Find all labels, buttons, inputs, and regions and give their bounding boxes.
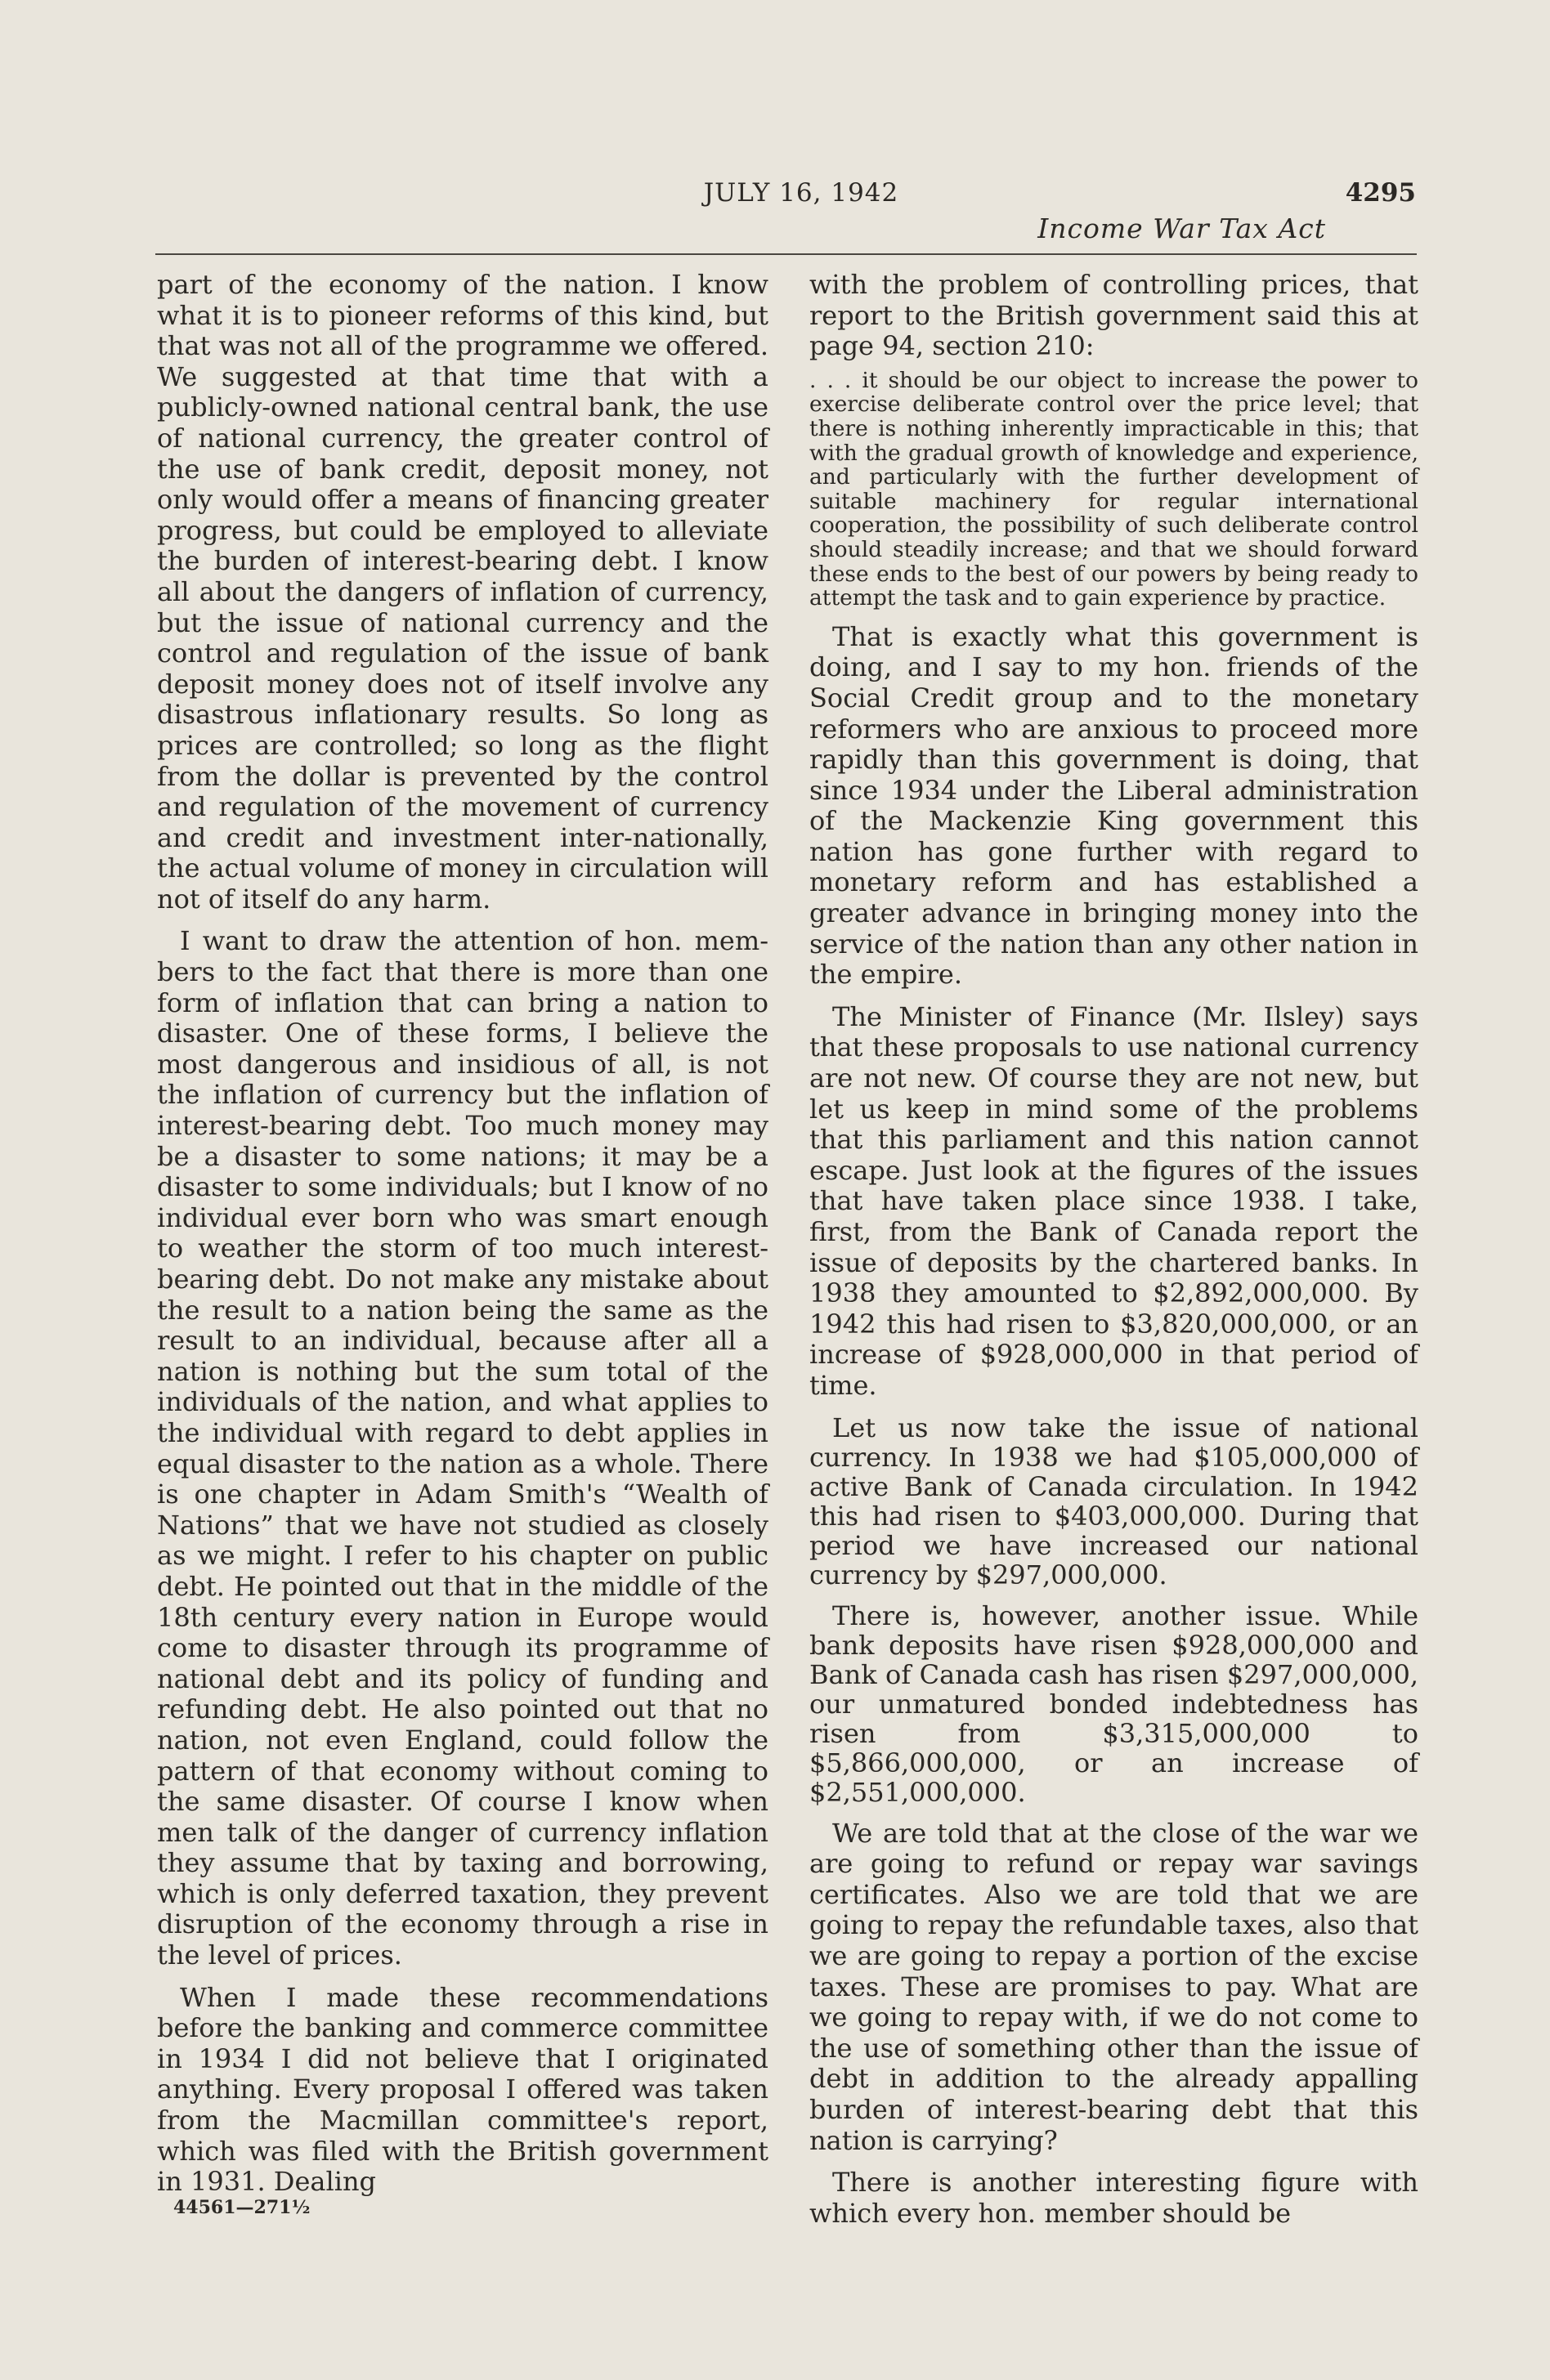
paragraph: part of the economy of the nation. I know what it is to pioneer reforms of this kind, but that was not all of the programme we offered. We suggested at that time that with a publicly-owned national central bank, the use of national currency, the greater control of the use of bank credit, deposit money, not only would offer a means of financing greater progress, but could be employed to alleviate the burden of interest-bearing debt. I know all about the dangers of inflation of currency, but the issue of national currency and the control and regulation of the issue of bank deposit money does not of itself involve any disastrous inflationary results. So long as prices are controlled; so long as the flight from the dollar is prevented by the control and regulation of the movement of currency and credit and investment inter-nationally, the actual volume of money in circulation will not of itself do any harm. [157, 269, 768, 915]
running-title: Income War Tax Act [1037, 212, 1326, 244]
paragraph: Let us now take the issue of national currency. In 1938 we had $105,000,000 of active Bank of Canada circulation. In 1942 this had risen to $403,000,000. During that period we have increased our national currency by $297,000,000. [809, 1411, 1418, 1590]
paragraph: When I made these recommendations before the banking and commerce committee in 1934 I did not believe that I originated anything. Every proposal I offered was taken from the Macmillan committee's report, which was filed with the British government in 1931. Dealing [157, 1981, 768, 2198]
page-header [155, 173, 1422, 255]
paragraph: That is exactly what this government is doing, and I say to my hon. friends of the Social Credit group and to the monetary reformers who are anxious to proceed more rapidly than this government is doing, that since 1934 under the Liberal administration of the Mackenzie King government this nation has gone further with regard to monetary reform and has established a greater advance in bringing money into the service of the nation than any other nation in the empire. [809, 620, 1418, 991]
header-rule [155, 253, 1417, 255]
signature-code: 44561—271½ [173, 2197, 311, 2218]
paragraph: I want to draw the attention of hon. mem-bers to the fact that there is more than one form of inflation that can bring a nation to disaster. One of these forms, I believe the most dangerous and insidious of all, is not the inflation of currency but the inflation of interest-bearing debt. Too much money may be a disaster to some nations; it may be a disaster to some individuals; but I know of no individual ever born who was smart enough to weather the storm of too much interest-bearing debt. Do not make any mistake about the result to a nation being the same as the result to an individual, because after all a nation is nothing but the sum total of the individuals of the nation, and what applies to the individual with regard to debt applies in equal disaster to the nation as a whole. There is one chapter in Adam Smith's “Wealth of Nations” that we have not studied as closely as we might. I refer to his chapter on public debt. He pointed out that in the middle of the 18th century every nation in Europe would come to disaster through its programme of national debt and its policy of funding and refunding debt. He also pointed out that no nation, not even England, could follow the pattern of that economy without coming to the same disaster. Of course I know when men talk of the danger of currency inflation they assume that by taxing and borrowing, which is only deferred taxation, they prevent disruption of the economy through a rise in the level of prices. [157, 925, 768, 1971]
paragraph: There is another interesting figure with which every hon. member should be [809, 2167, 1418, 2229]
paragraph: There is, however, another issue. While bank deposits have risen $928,000,000 and Bank of Canada cash has risen $297,000,000, our unmatured bonded indebtedness has risen from $3,315,000,000 to $5,866,000,000, or an increase of $2,551,000,000. [809, 1599, 1418, 1808]
paragraph: We are told that at the close of the war we are going to refund or repay war savings certificates. Also we are told that we are going to repay the refundable taxes, also that we are going to repay a portion of the excise taxes. These are promises to pay. What are we going to repay with, if we do not come to the use of something other than the issue of debt in addition to the already appalling burden of interest-bearing debt that this nation is carrying? [809, 1817, 1418, 2156]
paragraph: with the problem of controlling prices, that report to the British government said this at page 94, section 210: [809, 269, 1418, 362]
page-number: 4295 [1345, 178, 1416, 208]
right-column [809, 270, 1418, 2229]
paragraph: The Minister of Finance (Mr. Ilsley) says that these proposals to use national currency are not new. Of course they are not new, but let us keep in mind some of the problems that this parliament and this nation cannot escape. Just look at the figures of the issues that have taken place since 1938. I take, first, from the Bank of Canada report the issue of deposits by the chartered banks. In 1938 they amounted to $2,892,000,000. By 1942 this had risen to $3,820,000,000, or an increase of $928,000,000 in that period of time. [809, 1000, 1418, 1401]
left-column [157, 270, 768, 2198]
block-quote: . . . it should be our object to increase the power to exercise deliberate control over the price level; that there is nothing inherently impracticable in this; that with the gradual growth of knowledge and experience, and particularly with the further development of suitable machinery for regular international cooperation, the possibility of such deliberate control should steadily increase; and that we should forward these ends to the best of our powers by being ready to attempt the task and to gain experience by practice. [809, 367, 1418, 611]
header-date: JULY 16, 1942 [703, 178, 899, 208]
